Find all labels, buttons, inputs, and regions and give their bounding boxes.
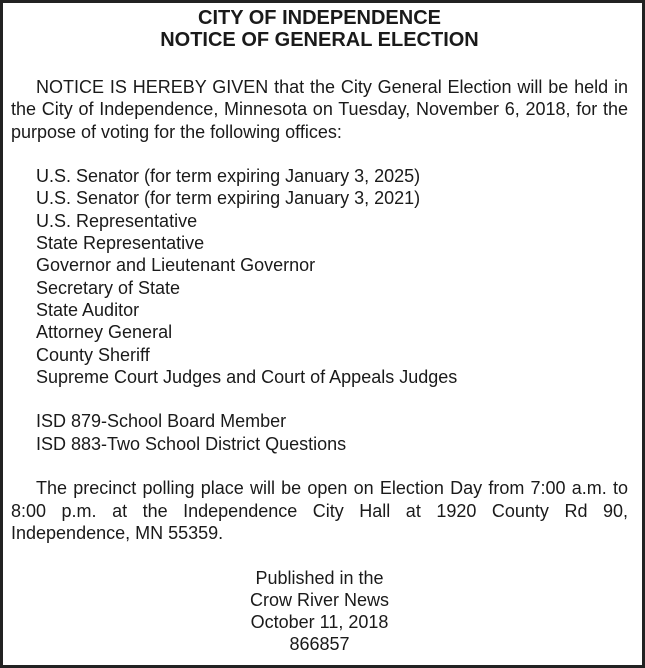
school-item: ISD 883-Two School District Questions: [36, 433, 347, 454]
publication-id: 866857: [289, 634, 350, 655]
school-items-list: [11, 410, 628, 455]
school-item: ISD 879-School Board Member: [36, 411, 287, 432]
publication-name: Crow River News: [249, 589, 390, 610]
office-item: County Sheriff: [36, 344, 150, 365]
office-item: U.S. Representative: [36, 210, 198, 231]
intro-paragraph: NOTICE IS HEREBY GIVEN that the City General Election will be held in the City of Independence, Minnesota on Tuesday, November 6, 2018, for the purpose of voting for the following offices:: [11, 77, 628, 142]
office-item: U.S. Senator (for term expiring January 3, 2025): [36, 166, 421, 187]
office-item: Attorney General: [36, 322, 173, 343]
office-item: Secretary of State: [36, 277, 181, 298]
title-line: CITY OF INDEPENDENCE: [198, 7, 441, 29]
notice-title: [11, 7, 628, 51]
office-item: Governor and Lieutenant Governor: [36, 255, 316, 276]
publication-info: [11, 567, 628, 656]
polling-paragraph: The precinct polling place will be open on Election Day from 7:00 a.m. to 8:00 p.m. at the Independence City Hall at 1920 County Rd 90, Independence, MN 55359.: [11, 478, 628, 543]
offices-list: [11, 165, 628, 388]
office-item: State Auditor: [36, 299, 140, 320]
publication-date: October 11, 2018: [250, 612, 389, 633]
election-notice: [11, 7, 628, 656]
office-item: U.S. Senator (for term expiring January 3, 2021): [36, 188, 421, 209]
office-item: State Representative: [36, 233, 205, 254]
office-item: Supreme Court Judges and Court of Appeals Judges: [36, 366, 458, 387]
title-line: NOTICE OF GENERAL ELECTION: [160, 29, 479, 51]
publication-line: Published in the: [255, 567, 384, 588]
